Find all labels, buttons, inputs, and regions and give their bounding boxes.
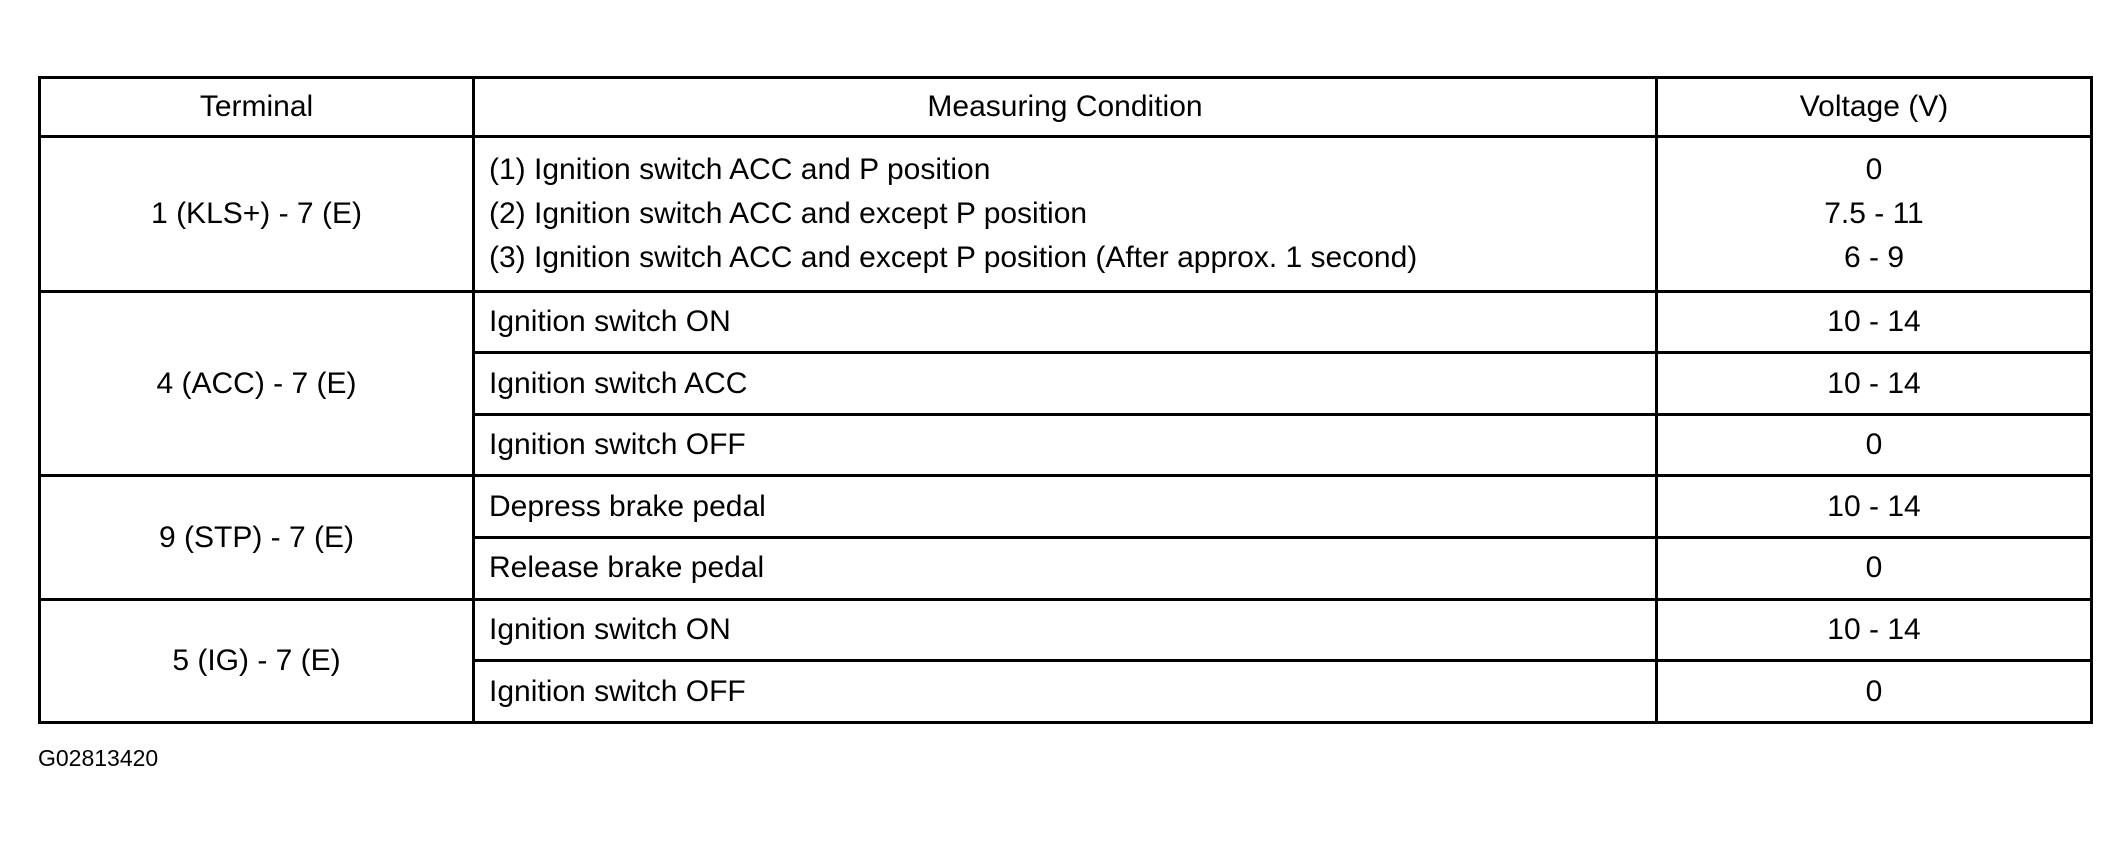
condition-cell: Depress brake pedal [474, 476, 1657, 538]
terminal-voltage-table [38, 76, 2093, 724]
voltage-cell: 10 - 14 [1657, 476, 2092, 538]
condition-line: (1) Ignition switch ACC and P position [489, 152, 991, 186]
table-row [40, 476, 2092, 538]
terminal-cell: 9 (STP) - 7 (E) [40, 476, 474, 599]
voltage-line: 0 [1865, 152, 1883, 186]
voltage-line: 6 - 9 [1843, 240, 1905, 274]
table-row [40, 291, 2092, 353]
header-terminal: Terminal [40, 78, 474, 137]
voltage-line: 7.5 - 11 [1824, 196, 1924, 230]
header-voltage: Voltage (V) [1657, 78, 2092, 137]
voltage-cell: 0 [1657, 538, 2092, 600]
header-measuring-condition: Measuring Condition [474, 78, 1657, 137]
voltage-cell: 10 - 14 [1657, 599, 2092, 661]
condition-line: (3) Ignition switch ACC and except P position (After approx. 1 second) [489, 240, 1418, 274]
voltage-cell: 10 - 14 [1657, 353, 2092, 415]
condition-cell: Ignition switch OFF [474, 661, 1657, 723]
condition-cell: Release brake pedal [474, 538, 1657, 600]
condition-cell: Ignition switch ON [474, 291, 1657, 353]
condition-cell: Ignition switch ACC [474, 353, 1657, 415]
condition-cell: Ignition switch ON [474, 599, 1657, 661]
condition-cell [474, 137, 1657, 292]
table-row [40, 137, 2092, 292]
table-header-row [40, 78, 2092, 137]
table-row [40, 599, 2092, 661]
voltage-cell: 0 [1657, 661, 2092, 723]
voltage-cell: 0 [1657, 414, 2092, 476]
voltage-cell: 10 - 14 [1657, 291, 2092, 353]
terminal-cell: 5 (IG) - 7 (E) [40, 599, 474, 722]
voltage-cell [1657, 137, 2092, 292]
condition-cell: Ignition switch OFF [474, 414, 1657, 476]
terminal-cell: 4 (ACC) - 7 (E) [40, 291, 474, 476]
terminal-cell: 1 (KLS+) - 7 (E) [40, 137, 474, 292]
condition-line: (2) Ignition switch ACC and except P position [489, 196, 1088, 230]
figure-id: G02813420 [38, 745, 159, 771]
